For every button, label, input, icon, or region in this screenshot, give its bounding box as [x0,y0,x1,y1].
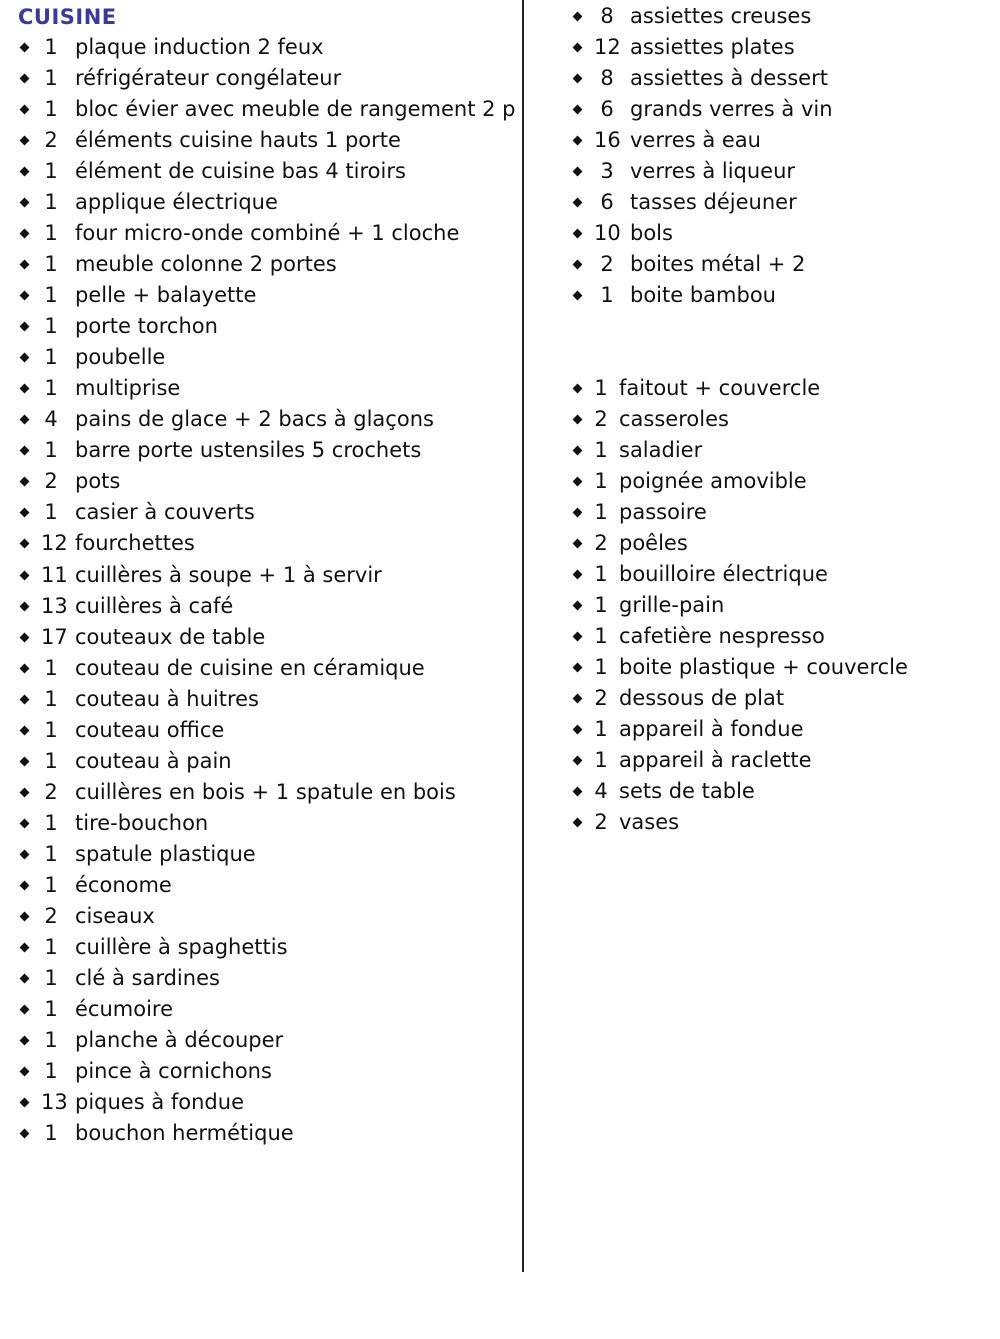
item-label: clé à sardines [75,966,220,990]
bullet-diamond-icon [20,912,30,922]
list-item [18,373,180,404]
list-item [18,870,172,901]
bullet-diamond-icon [20,1098,30,1108]
list-item [571,466,807,497]
item-quantity: 2 [44,128,58,152]
bullet-diamond-icon [20,477,30,487]
bullet-diamond-icon [573,725,583,735]
item-quantity: 1 [44,159,58,183]
item-quantity: 4 [594,779,608,803]
list-item [571,745,812,776]
list-item [18,839,256,870]
list-item [18,901,155,932]
column-divider [522,0,524,1272]
item-quantity: 6 [600,97,614,121]
list-item [571,435,702,466]
list-item [571,652,908,683]
bullet-diamond-icon [20,819,30,829]
item-label: piques à fondue [75,1090,244,1114]
item-label: porte torchon [75,314,218,338]
item-label: saladier [619,438,703,462]
item-label: pelle + balayette [75,283,257,307]
item-quantity: 1 [594,500,608,524]
bullet-diamond-icon [20,136,30,146]
list-item [18,622,265,653]
bullet-diamond-icon [573,756,583,766]
bullet-diamond-icon [20,881,30,891]
item-quantity: 1 [594,469,608,493]
list-item [571,590,724,621]
item-quantity: 1 [44,842,58,866]
item-quantity: 13 [41,594,68,618]
item-quantity: 1 [44,1121,58,1145]
list-item [18,466,120,497]
item-label: grille-pain [619,593,725,617]
bullet-diamond-icon [20,633,30,643]
bullet-diamond-icon [20,1067,30,1077]
list-item [18,249,337,280]
item-label: vases [619,810,680,834]
item-quantity: 2 [44,469,58,493]
item-label: pince à cornichons [75,1059,272,1083]
item-label: boite bambou [630,283,776,307]
bullet-diamond-icon [20,850,30,860]
item-quantity: 1 [44,966,58,990]
list-item [18,994,173,1025]
bullet-diamond-icon [20,788,30,798]
bullet-diamond-icon [20,695,30,705]
list-item [18,715,224,746]
item-label: four micro-onde combiné + 1 cloche [75,221,460,245]
bullet-diamond-icon [20,167,30,177]
list-item [571,94,833,125]
item-quantity: 1 [594,717,608,741]
item-quantity: 2 [594,810,608,834]
item-label: élément de cuisine bas 4 tiroirs [75,159,406,183]
bullet-diamond-icon [20,105,30,115]
item-quantity: 1 [594,748,608,772]
item-quantity: 2 [594,407,608,431]
bullet-diamond-icon [20,384,30,394]
item-label: assiettes plates [630,35,795,59]
list-item [571,32,795,63]
list-item [571,683,784,714]
item-label: appareil à fondue [619,717,804,741]
bullet-diamond-icon [20,74,30,84]
item-quantity: 1 [44,97,58,121]
item-label: faitout + couvercle [619,376,821,400]
list-item [18,497,255,528]
item-label: planche à découper [75,1028,284,1052]
bullet-diamond-icon [573,136,583,146]
item-quantity: 1 [44,718,58,742]
list-item [18,560,382,591]
item-quantity: 13 [41,1090,68,1114]
list-item [18,125,401,156]
bullet-diamond-icon [573,167,583,177]
item-quantity: 1 [44,997,58,1021]
bullet-diamond-icon [573,43,583,53]
item-quantity: 1 [44,811,58,835]
bullet-diamond-icon [573,260,583,270]
bullet-diamond-icon [573,539,583,549]
item-quantity: 1 [44,252,58,276]
list-item [18,746,232,777]
list-item [571,1,811,32]
bullet-diamond-icon [573,74,583,84]
item-label: pains de glace + 2 bacs à glaçons [75,407,434,431]
item-quantity: 1 [44,1059,58,1083]
list-item [18,311,218,342]
item-quantity: 1 [44,500,58,524]
list-item [571,528,688,559]
item-quantity: 1 [600,283,614,307]
item-quantity: 12 [594,35,621,59]
item-quantity: 11 [41,563,68,587]
item-quantity: 8 [600,66,614,90]
item-quantity: 3 [600,159,614,183]
item-quantity: 1 [594,438,608,462]
list-item [571,156,795,187]
bullet-diamond-icon [573,105,583,115]
bullet-diamond-icon [573,446,583,456]
item-quantity: 1 [594,655,608,679]
list-item [18,435,421,466]
bullet-diamond-icon [20,229,30,239]
list-item [571,714,804,745]
item-label: couteau office [75,718,225,742]
bullet-diamond-icon [573,415,583,425]
item-label: tire-bouchon [75,811,209,835]
list-item [18,528,195,559]
item-quantity: 1 [44,656,58,680]
item-quantity: 1 [44,873,58,897]
item-quantity: 1 [44,283,58,307]
item-label: couteau de cuisine en céramique [75,656,425,680]
item-label: boite plastique + couvercle [619,655,908,679]
bullet-diamond-icon [20,415,30,425]
item-quantity: 1 [594,376,608,400]
item-label: boites métal + 2 [630,252,806,276]
bullet-diamond-icon [573,570,583,580]
bullet-diamond-icon [20,260,30,270]
bullet-diamond-icon [20,757,30,767]
list-item [18,591,233,622]
item-quantity: 1 [594,624,608,648]
list-item [18,156,406,187]
list-item [18,684,259,715]
item-quantity: 1 [44,314,58,338]
list-item [18,187,278,218]
item-label: grands verres à vin [630,97,833,121]
item-quantity: 4 [44,407,58,431]
item-label: poêles [619,531,688,555]
list-item [571,497,707,528]
item-quantity: 2 [594,531,608,555]
list-item [571,373,820,404]
list-item [571,125,761,156]
list-item [18,342,165,373]
item-label: ciseaux [75,904,155,928]
bullet-diamond-icon [20,726,30,736]
item-quantity: 1 [44,35,58,59]
item-label: cuillère à spaghettis [75,935,288,959]
item-label: couteau à huitres [75,687,259,711]
item-quantity: 1 [44,221,58,245]
item-label: éléments cuisine hauts 1 porte [75,128,401,152]
item-label: cuillères à soupe + 1 à servir [75,563,382,587]
item-label: couteaux de table [75,625,266,649]
item-quantity: 8 [600,4,614,28]
item-label: assiettes creuses [630,4,812,28]
bullet-diamond-icon [20,353,30,363]
item-label: bloc évier avec meuble de rangement 2 p [75,97,516,121]
bullet-diamond-icon [573,632,583,642]
item-label: réfrigérateur congélateur [75,66,342,90]
list-item [571,807,679,838]
item-label: écumoire [75,997,174,1021]
bullet-diamond-icon [20,446,30,456]
item-label: casier à couverts [75,500,255,524]
item-label: sets de table [619,779,755,803]
item-label: casseroles [619,407,729,431]
item-quantity: 12 [41,531,68,555]
bullet-diamond-icon [20,1036,30,1046]
bullet-diamond-icon [573,508,583,518]
page-title: CUISINE [18,5,117,29]
bullet-diamond-icon [573,291,583,301]
item-label: assiettes à dessert [630,66,828,90]
item-quantity: 6 [600,190,614,214]
list-item [18,280,256,311]
list-item [18,63,341,94]
bullet-diamond-icon [20,1005,30,1015]
bullet-diamond-icon [573,229,583,239]
item-quantity: 2 [594,686,608,710]
item-label: économe [75,873,172,897]
list-item [571,404,729,435]
item-quantity: 17 [41,625,68,649]
item-quantity: 1 [44,66,58,90]
item-quantity: 10 [594,221,621,245]
item-label: fourchettes [75,531,195,555]
item-label: applique électrique [75,190,278,214]
bullet-diamond-icon [20,571,30,581]
item-label: dessous de plat [619,686,785,710]
bullet-diamond-icon [573,384,583,394]
bullet-diamond-icon [20,943,30,953]
item-label: poubelle [75,345,166,369]
list-item [571,63,828,94]
list-item [18,404,434,435]
item-label: multiprise [75,376,181,400]
item-label: poignée amovible [619,469,807,493]
bullet-diamond-icon [20,664,30,674]
item-quantity: 2 [44,904,58,928]
list-item [571,559,828,590]
list-item [571,621,825,652]
item-label: verres à liqueur [630,159,796,183]
bullet-diamond-icon [573,12,583,22]
item-label: spatule plastique [75,842,256,866]
list-item [18,653,425,684]
list-item [571,280,776,311]
list-item [18,932,288,963]
item-label: bols [630,221,673,245]
list-item [18,777,456,808]
item-label: barre porte ustensiles 5 crochets [75,438,422,462]
item-quantity: 1 [594,593,608,617]
list-item [18,1087,244,1118]
item-quantity: 16 [594,128,621,152]
bullet-diamond-icon [20,43,30,53]
list-item [18,963,220,994]
item-quantity: 1 [44,687,58,711]
item-quantity: 1 [44,1028,58,1052]
bullet-diamond-icon [573,787,583,797]
bullet-diamond-icon [20,602,30,612]
list-item [18,94,515,125]
bullet-diamond-icon [20,974,30,984]
list-item [18,32,324,63]
item-label: bouchon hermétique [75,1121,294,1145]
item-quantity: 1 [44,345,58,369]
bullet-diamond-icon [573,663,583,673]
bullet-diamond-icon [20,291,30,301]
list-item [571,218,673,249]
bullet-diamond-icon [20,539,30,549]
list-item [571,187,797,218]
item-quantity: 1 [44,190,58,214]
bullet-diamond-icon [573,818,583,828]
item-quantity: 1 [594,562,608,586]
list-item [571,776,755,807]
item-quantity: 2 [44,780,58,804]
list-item [18,218,459,249]
item-label: tasses déjeuner [630,190,797,214]
item-label: cafetière nespresso [619,624,825,648]
item-quantity: 1 [44,376,58,400]
item-label: cuillères à café [75,594,234,618]
bullet-diamond-icon [573,601,583,611]
item-label: plaque induction 2 feux [75,35,324,59]
bullet-diamond-icon [20,508,30,518]
item-label: meuble colonne 2 portes [75,252,337,276]
item-label: bouilloire électrique [619,562,828,586]
item-quantity: 1 [44,749,58,773]
item-quantity: 2 [600,252,614,276]
list-item [18,1118,294,1149]
bullet-diamond-icon [20,322,30,332]
bullet-diamond-icon [573,198,583,208]
item-label: pots [75,469,121,493]
item-label: passoire [619,500,707,524]
item-quantity: 1 [44,935,58,959]
list-item [18,1056,272,1087]
item-label: verres à eau [630,128,761,152]
item-label: appareil à raclette [619,748,812,772]
item-label: couteau à pain [75,749,232,773]
bullet-diamond-icon [573,694,583,704]
bullet-diamond-icon [20,198,30,208]
list-item [18,808,208,839]
item-label: cuillères en bois + 1 spatule en bois [75,780,456,804]
bullet-diamond-icon [573,477,583,487]
list-item [18,1025,283,1056]
item-quantity: 1 [44,438,58,462]
list-item [571,249,805,280]
bullet-diamond-icon [20,1129,30,1139]
